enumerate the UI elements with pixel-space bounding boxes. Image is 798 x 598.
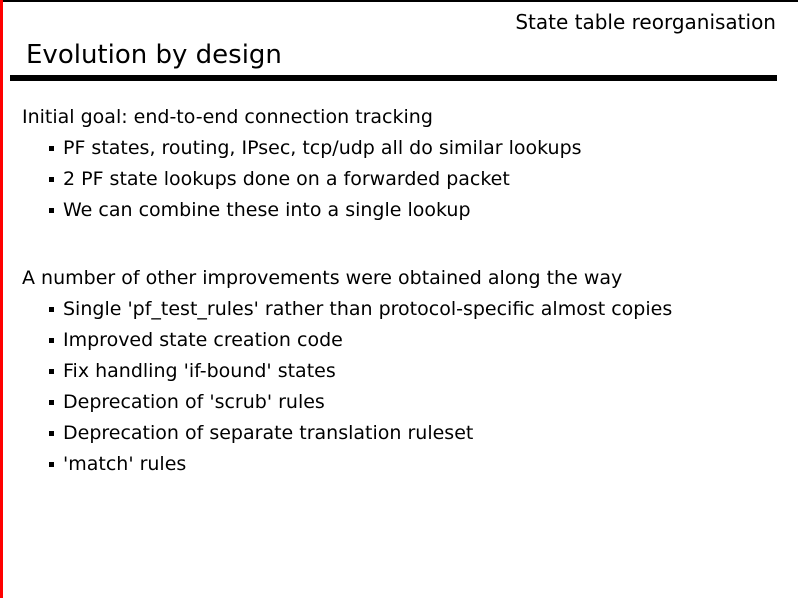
section-heading: Initial goal: end-to-end connection tracking — [22, 106, 433, 128]
list-item-text: Improved state creation code — [63, 329, 343, 351]
list-item — [22, 356, 788, 387]
list-item — [22, 325, 788, 356]
list-item — [22, 164, 788, 195]
left-border-line — [0, 0, 3, 598]
list-item — [22, 195, 788, 226]
bullet-square-icon — [49, 208, 54, 213]
list-item — [22, 133, 788, 164]
bullet-list — [22, 294, 788, 480]
slide-content — [22, 101, 788, 480]
list-item-text: Deprecation of separate translation ruleset — [63, 422, 474, 444]
bullet-square-icon — [49, 400, 54, 405]
bullet-square-icon — [49, 369, 54, 374]
bullet-square-icon — [49, 307, 54, 312]
list-item — [22, 449, 788, 480]
list-item-text: Fix handling 'if-bound' states — [63, 360, 336, 382]
list-item — [22, 387, 788, 418]
list-item — [22, 294, 788, 325]
list-item-text: We can combine these into a single lookup — [63, 199, 471, 221]
bullet-square-icon — [49, 177, 54, 182]
bullet-square-icon — [49, 146, 54, 151]
list-item-text: 2 PF state lookups done on a forwarded packet — [63, 168, 510, 190]
list-item-text: 'match' rules — [63, 453, 187, 475]
slide-title: Evolution by design — [26, 40, 282, 70]
bullet-list — [22, 133, 788, 226]
list-item-text: PF states, routing, IPsec, tcp/udp all do similar lookups — [63, 137, 582, 159]
list-item-text: Single 'pf_test_rules' rather than protocol-specific almost copies — [63, 298, 673, 320]
top-border-line — [0, 0, 798, 2]
list-item — [22, 418, 788, 449]
slide-context-label: State table reorganisation — [515, 10, 776, 34]
section-improvements — [22, 262, 788, 480]
section-initial-goal — [22, 101, 788, 226]
section-heading: A number of other improvements were obtained along the way — [22, 267, 623, 289]
bullet-square-icon — [49, 431, 54, 436]
list-item-text: Deprecation of 'scrub' rules — [63, 391, 325, 413]
bullet-square-icon — [49, 462, 54, 467]
title-underline — [10, 75, 777, 81]
bullet-square-icon — [49, 338, 54, 343]
